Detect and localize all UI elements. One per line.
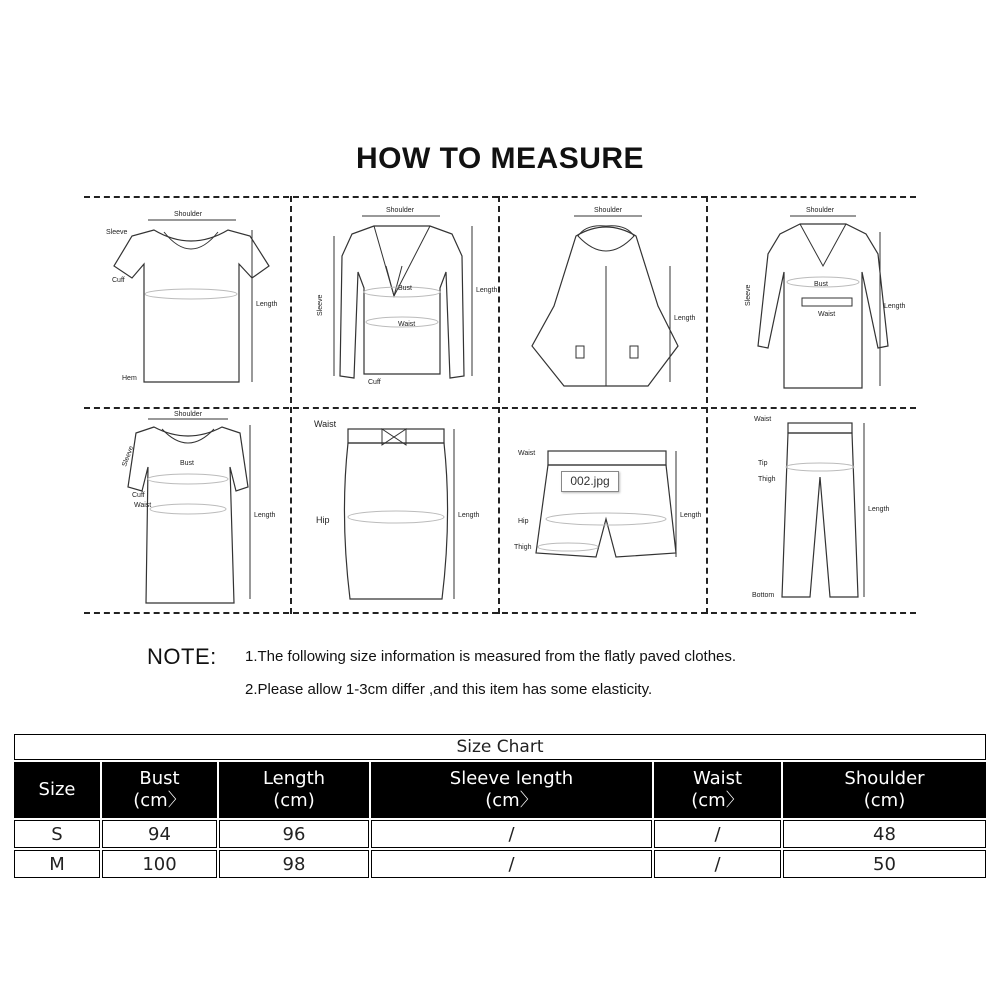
- table-cell: /: [654, 850, 781, 878]
- trench-coat-diagram: [706, 196, 916, 407]
- pants-diagram: [706, 407, 916, 612]
- length-label: Length: [868, 506, 890, 513]
- bust-label: Bust: [814, 281, 829, 288]
- shoulder-label: Shoulder: [174, 411, 203, 418]
- shorts-icon: [498, 407, 706, 612]
- shoulder-label: Shoulder: [806, 207, 835, 214]
- dress-diagram: [84, 407, 290, 612]
- table-cell: M: [14, 850, 100, 878]
- size-chart-caption: Size Chart: [14, 734, 986, 760]
- page-title: HOW TO MEASURE: [355, 142, 645, 175]
- tip-label: Tip: [758, 460, 768, 467]
- dress-icon: [84, 407, 290, 612]
- waist-label: Waist: [818, 311, 836, 318]
- table-cell: S: [14, 820, 100, 848]
- note-line-2: 2.Please allow 1-3cm differ ,and this item has some elasticity.: [245, 681, 653, 698]
- cape-coat-icon: [498, 196, 706, 407]
- table-cell: 94: [102, 820, 217, 848]
- hip-label: Hip: [316, 515, 330, 525]
- bust-label: Bust: [180, 460, 195, 467]
- waist-label: Waist: [518, 450, 536, 457]
- length-label: Length: [256, 301, 278, 308]
- table-cell: 100: [102, 850, 217, 878]
- hip-label: Hip: [518, 518, 529, 525]
- bottom-label: Bottom: [752, 592, 775, 599]
- table-cell: /: [654, 820, 781, 848]
- column-header: Waist (cm〉: [654, 762, 781, 818]
- waist-label: Waist: [134, 502, 152, 509]
- blazer-icon: [290, 196, 498, 407]
- column-header: Size: [14, 762, 100, 818]
- cuff-label: Cuff: [112, 277, 125, 284]
- table-row: [14, 850, 986, 878]
- file-name-tag: 002.jpg: [561, 471, 619, 492]
- skirt-diagram: [290, 407, 498, 612]
- hem-label: Hem: [122, 375, 137, 382]
- thigh-label: Thigh: [514, 544, 532, 551]
- thigh-label: Thigh: [758, 476, 776, 483]
- size-chart-table: [12, 732, 988, 880]
- length-label: Length: [458, 512, 480, 519]
- pants-icon: [706, 407, 916, 612]
- tshirt-icon: [84, 196, 290, 407]
- blazer-diagram: [290, 196, 498, 407]
- table-cell: /: [371, 820, 652, 848]
- shoulder-label: Shoulder: [386, 207, 415, 214]
- sleeve-label: Sleeve: [106, 229, 128, 236]
- shoulder-label: Shoulder: [594, 207, 623, 214]
- table-cell: 96: [219, 820, 369, 848]
- waist-label: Waist: [314, 419, 337, 429]
- column-header: Shoulder (cm): [783, 762, 986, 818]
- sleeve-label: Sleeve: [121, 445, 136, 468]
- table-cell: /: [371, 850, 652, 878]
- skirt-icon: [290, 407, 498, 612]
- length-label: Length: [254, 512, 276, 519]
- note-line-1: 1.The following size information is measured from the flatly paved clothes.: [245, 648, 737, 665]
- length-label: Length: [476, 287, 498, 294]
- table-cell: 50: [783, 850, 986, 878]
- shoulder-label: Shoulder: [174, 211, 203, 218]
- length-label: Length: [674, 315, 696, 322]
- sleeve-label: Sleeve: [745, 284, 752, 306]
- cuff-label: Cuff: [368, 379, 381, 386]
- column-header: Sleeve length (cm〉: [371, 762, 652, 818]
- column-header: Length (cm): [219, 762, 369, 818]
- grid-divider: [84, 612, 916, 614]
- shorts-diagram: [498, 407, 706, 612]
- sleeve-label: Sleeve: [317, 294, 324, 316]
- bust-label: Bust: [398, 285, 413, 292]
- column-header: Bust (cm〉: [102, 762, 217, 818]
- note-label: NOTE:: [147, 644, 217, 669]
- waist-label: Waist: [754, 416, 772, 423]
- table-row: [14, 820, 986, 848]
- table-cell: 48: [783, 820, 986, 848]
- tshirt-diagram: [84, 196, 290, 407]
- table-cell: 98: [219, 850, 369, 878]
- measure-diagram-grid: [84, 196, 916, 614]
- length-label: Length: [680, 512, 702, 519]
- cuff-label: Cuff: [132, 492, 145, 499]
- waist-label: Waist: [398, 321, 416, 328]
- trench-coat-icon: [706, 196, 916, 407]
- length-label: Length: [884, 303, 906, 310]
- cape-diagram: [498, 196, 706, 407]
